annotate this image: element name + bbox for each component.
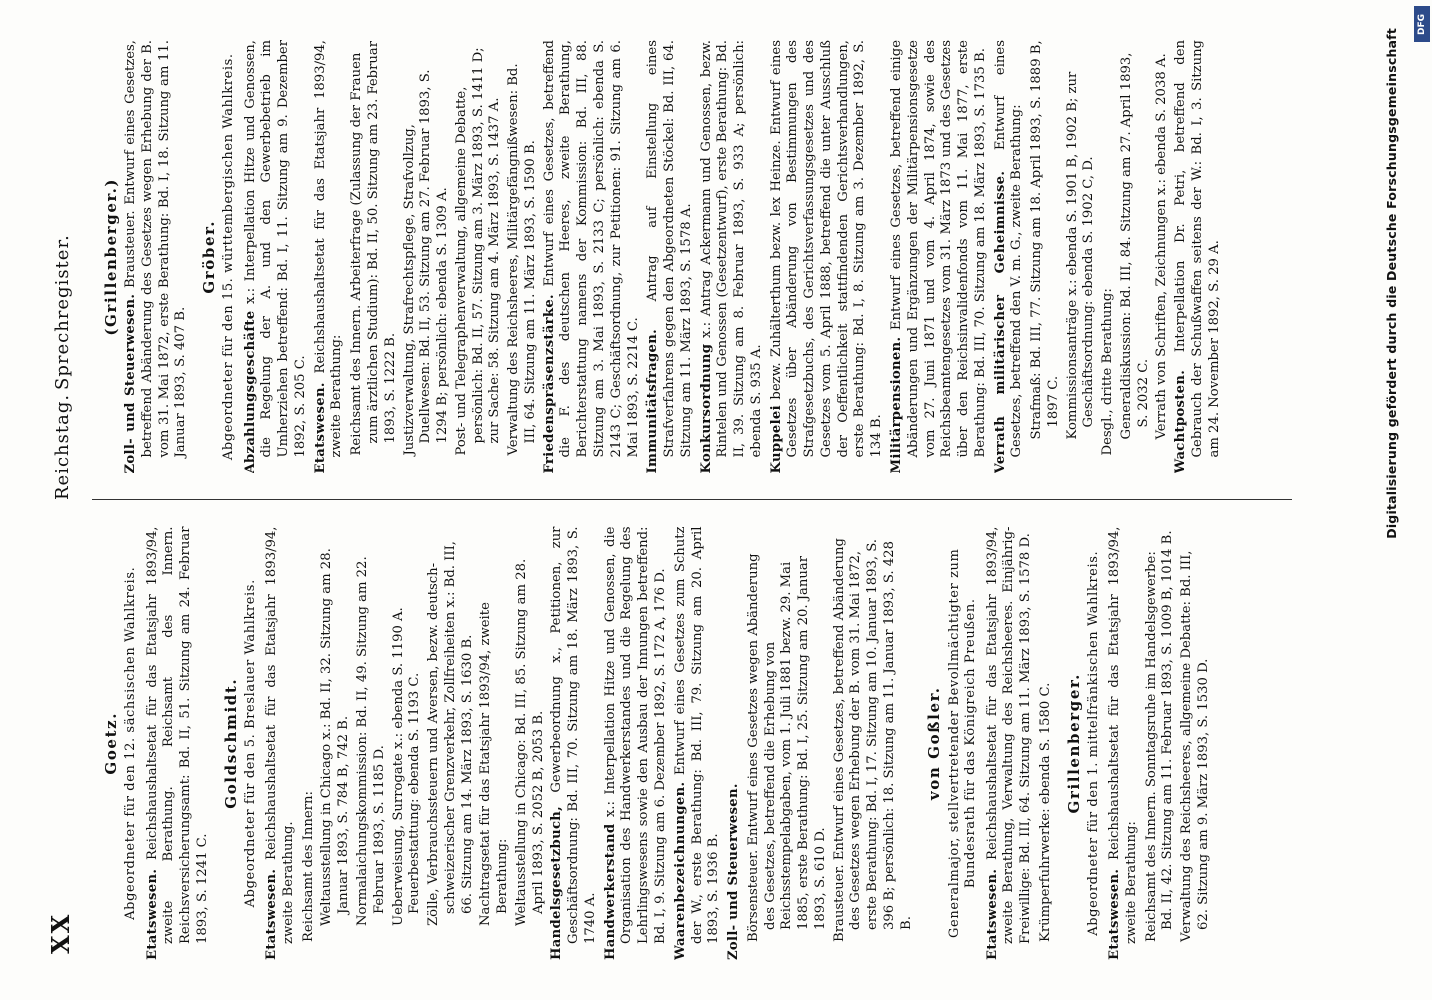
- entry-topic: Etatswesen.: [1107, 868, 1123, 960]
- entry-topic: Verrath militärischer Geheimnisse.: [992, 170, 1008, 474]
- digitization-note: Digitalisierung gefördert durch die Deutsche Forschungsgemeinschaft: [1384, 28, 1399, 539]
- register-entry: [313, 40, 347, 474]
- entry-topic: Etatswesen.: [312, 382, 328, 474]
- speaker-name: Goetz.: [102, 711, 120, 775]
- register-entry: [1173, 40, 1223, 474]
- entry-text: x.: Interpellation Hitze und Genossen, die Regelung der A. und den Gewerbebetrieb im Umherziehen betreffend: Bd. I, 11. Sitzung am 9. Dezember 1892, S. 205 C.: [242, 40, 308, 458]
- register-entry: [889, 40, 990, 474]
- register-subentry-detail: Strafmaß: Bd. III, 77. Sitzung am 18. April 1893, S. 1889 B, 1897 C.: [1029, 40, 1061, 440]
- speaker-name: von Goßler.: [925, 686, 944, 801]
- register-entry: [1107, 527, 1141, 961]
- register-subentry: Desgl., dritte Berathung:: [1100, 288, 1116, 456]
- entry-text: Reichshaushaltsetat für das Etatsjahr 1893/94, zweite Berathung:: [1107, 526, 1139, 944]
- speaker-role: Abgeordneter für den 12. sächsischen Wahlkreis.: [123, 566, 139, 920]
- register-subentry: Reichsamt des Innern. Arbeiterfrage (Zulassung der Frauen zum ärztlichen Studium): Bd. II, 50. Sitzung am 23. Februar 1893, S. 1222 B.: [349, 40, 398, 456]
- register-entry: [769, 40, 886, 474]
- register-columns: [92, 40, 1292, 960]
- register-subentry: Verwaltung des Reichsheeres, Militärgefängnißwesen: Bd. III, 64. Sitzung am 11. März 1893, S. 1590 B.: [506, 63, 538, 456]
- entry-topic: Waarenbezeichnungen.: [672, 781, 688, 960]
- entry-text: Antrag auf Einstellung eines Strafverfahrens gegen den Abgeordneten Stöckel: Bd. III, 64. Sitzung am 11. März 1893, S. 1578 A.: [645, 40, 694, 458]
- register-subentry: Reichsamt des Innern:: [300, 791, 316, 942]
- speaker-name: (Grillenberger.): [102, 177, 120, 336]
- dfg-logo-badge: DFG: [1414, 6, 1430, 42]
- entry-topic: Handelsgesetzbuch,: [549, 805, 565, 960]
- speaker-role: Abgeordneter für den 1. mittelfränkischen Wahlkreis.: [1085, 550, 1101, 936]
- entry-text: Entwurf eines Gesetzes, betreffend einige Abänderungen und Ergänzungen der Militärpensionsgesetze vom 27. Juni 1871 und vom 4. April 1874, sowie des Reichsbeamtengesetzes vom 31. März 1873 und des Gesetzes über den Reichsinvalidenfonds vom 11. Mai 1877, erste Berathung: Bd. III, 70. Sitzung am 18. März 1893, S. 1735 B.: [888, 40, 988, 458]
- register-subentry: Verwaltung des Reichsheeres, allgemeine Debatte: Bd. III, 62. Sitzung am 9. März 1893, S. 1530 D.: [1179, 550, 1211, 942]
- register-entry: [549, 527, 599, 961]
- speaker-role: Abgeordneter für den 5. Breslauer Wahlkreis.: [242, 579, 258, 908]
- entry-text: Reichshaushaltsetat für das Etatsjahr 1893/94, zweite Berathung. Reichsamt des Innern. Reichsversicherungsamt: Bd. II, 51. Sitzung am 24. Februar 1893, S. 1241 C.: [144, 526, 210, 944]
- register-entry: [985, 527, 1035, 961]
- entry-topic: Friedenspräsenzstärke.: [541, 294, 557, 474]
- register-subentry-detail: Kommissionsanträge x.: ebenda S. 1901 B, 1902 B; zur Geschäftsordnung: ebenda S. 1902 C, D.: [1064, 71, 1097, 440]
- entry-text: Entwurf eines Gesetzes, betreffend den V. m. G., zweite Berathung:: [992, 40, 1025, 458]
- entry-topic: Handwerkerstand: [602, 823, 618, 960]
- register-entry: [699, 40, 766, 474]
- speaker-name: Grillenberger.: [1064, 673, 1083, 814]
- speaker-role: Abgeordneter für den 15. württembergischen Wahlkreis.: [221, 53, 237, 461]
- entry-topic: Etatswesen.: [144, 868, 160, 960]
- left-column: [92, 527, 1292, 961]
- register-subentry: Justizverwaltung, Strafrechtspflege, Strafvollzug, Duellwesen: Bd. II, 53. Sitzung am 27. Februar 1893, S. 1294 B; persönlich: ebenda S. 1309 A.: [401, 69, 451, 456]
- entry-text: Reichshaushaltsetat für das Etatsjahr 1893/94, zweite Berathung.: [264, 526, 296, 944]
- entry-topic: Abzahlungsgeschäfte: [242, 310, 258, 474]
- register-subentry-detail: Weltausstellung in Chicago: Bd. III, 85. Sitzung am 28. April 1893, S. 2052 B, 2053 B.: [513, 558, 546, 926]
- register-subentry-detail: Zölle, Verbrauchssteuern und Aversen, bezw. deutsch-schweizerischer Grenzverkehr, Zollfreiheiten x.: Bd. III, 66. Sitzung am 14. März 1893, S. 1630 B.: [426, 541, 475, 926]
- page-number: XX: [46, 912, 75, 954]
- entry-text: Entwurf eines Gesetzes zum Schutz der W., erste Berathung: Bd. III, 79. Sitzung am 20. April 1893, S. 1936 B.: [672, 526, 722, 944]
- entry-topic: Immunitätsfragen.: [645, 329, 661, 474]
- entry-text: Entwurf eines Gesetzes, betreffend die F. des deutschen Heeres, zweite Berathung, Berichterstattung namens der Kommission: Bd. III, 88. Sitzung am 3. Mai 1893, S. 2133 C; persönlich: ebenda S. 2143 C; Geschäftsordnung, zur Petitionen: 91. Sitzung am 6. Mai 1893, S. 2214 C.: [541, 40, 641, 458]
- entry-text: x.: Interpellation Hitze und Genossen, die Organisation des Handwerkerstandes und die Regelung des Lehrlingswesens sowie den Ausbau der Innungen betreffend: Bd. I, 9. Sitzung am 6. Dezember 1892, S. 172 A, 176 D.: [602, 526, 668, 944]
- entry-topic: Zoll- und Steuerwesen.: [726, 783, 742, 960]
- entry-text: Reichshaushaltsetat für das Etatsjahr 1893/94, zweite Berathung, Verwaltung des Reichsheeres. Einjährig-Freiwillige: Bd. III, 64. Sitzung am 11. März 1893, S. 1578 D.: [984, 526, 1034, 944]
- column-divider: [92, 500, 1292, 501]
- entry-topic: Militärpensionen.: [888, 336, 904, 474]
- register-entry: [243, 40, 310, 474]
- register-subentry: Brausteuer. Entwurf eines Gesetzes, betreffend Abänderung des Gesetzes wegen Erhebung der B. vom 31. Mai 1872, erste Berathung: Bd. I, 17. Sitzung am 10. Januar 1893, S. 396 B; persönlich: 18. Sitzung am 11. Januar 1893, S. 428 B.: [831, 538, 914, 942]
- entry-text: Brausteuer. Entwurf eines Gesetzes, betreffend Abänderung des Gesetzes wegen Erhebung der B. vom 31. Mai 1872, erste Berathung: Bd. I, 18. Sitzung am 11. Januar 1893, S. 407 B.: [123, 40, 189, 458]
- entry-text: Gewerbeordnung x., Petitionen, zur Geschäftsordnung: Bd. III, 70. Sitzung am 18. März 1893, S. 1740 A.: [549, 526, 598, 944]
- entry-text: Interpellation Dr. Petri, betreffend den Gebrauch der Schußwaffen seitens der W.: Bd. I, 3. Sitzung am 24. November 1892, S. 29 A.: [1173, 40, 1222, 458]
- register-entry: [603, 527, 670, 961]
- register-entry: [264, 527, 298, 961]
- register-subentry-detail: Verrath von Schriften, Zeichnungen x.: ebenda S. 2038 A.: [1154, 53, 1170, 440]
- entry-text: Reichshaushaltsetat für das Etatsjahr 1893/94, zweite Berathung:: [312, 40, 345, 458]
- register-subentry: Krümperfuhrwerke: ebenda S. 1580 C.: [1037, 682, 1053, 942]
- right-column: [92, 40, 1292, 474]
- entry-topic: Konkursordnung: [698, 343, 714, 474]
- register-entry: [645, 40, 695, 474]
- register-subentry-detail: Generaldiskussion: Bd. III, 84. Sitzung am 27. April 1893, S. 2032 C.: [1118, 52, 1151, 440]
- running-head: [46, 40, 80, 960]
- entry-text: bezw. Zuhälterthum bezw. lex Heinze. Entwurf eines Gesetzes über Abänderung von Bestimmungen des Strafgesetzbuchs, des Gerichtsverfassungsgesetzes und des Gesetzes vom 5. April 1888, betreffend die unter Ausschluß der Oeffentlichkeit stattfindenden Gerichtsverhandlungen, erste Berathung: Bd. I, 8. Sitzung am 3. Dezember 1892, S. 134 B.: [768, 40, 885, 458]
- register-entry: [542, 40, 643, 474]
- register-entry: [123, 40, 190, 474]
- entry-topic: Kuppelei: [768, 405, 784, 474]
- speaker-name: Gröber.: [200, 219, 219, 294]
- register-entry: [726, 527, 743, 961]
- register-subentry: Post- und Telegraphenverwaltung, allgemeine Debatte, persönlich: Bd. II, 57. Sitzung am 3. März 1893, S. 1411 D; zur Sache: 58. Sitzung am 4. März 1893, S. 1437 A.: [453, 47, 503, 456]
- speaker-name: Goldschmidt.: [221, 677, 240, 809]
- entry-topic: Etatswesen.: [264, 868, 280, 960]
- register-subentry: Reichsamt des Innern. Sonntagsruhe im Handelsgewerbe: Bd. II, 42. Sitzung am 11. Februar 1893, S. 1009 B, 1014 B.: [1143, 530, 1176, 942]
- register-subentry-detail: Ueberweisung, Surrogate x.: ebenda S. 1190 A. Feuerbestattung: ebenda S. 1193 C.: [390, 607, 423, 926]
- register-subentry-detail: Normalaichungskommission: Bd. II, 49. Sitzung am 22. Februar 1893, S. 1185 D.: [354, 556, 387, 926]
- running-head-left: Reichstag.: [52, 393, 73, 500]
- entry-text: x.: Antrag Ackermann und Genossen, bezw. Rintelen und Genossen (Gesetzentwurf), erste Berathung: Bd. II, 39. Sitzung am 8. Februar 1893, S. 933 A; persönlich: ebenda S. 935 A.: [698, 40, 764, 458]
- speaker-role: Generalmajor, stellvertretender Bevollmächtigter zum Bundesrath für das Königreich Preußen.: [946, 548, 979, 938]
- register-entry: [993, 40, 1027, 474]
- register-subentry-detail: Weltausstellung in Chicago x.: Bd. II, 32. Sitzung am 28. Januar 1893, S. 784 B, 742 B.: [319, 548, 352, 926]
- entry-topic: Wachtposten.: [1173, 369, 1189, 474]
- running-head-right: Sprechregister.: [52, 234, 73, 390]
- register-subentry-detail: Nachtragsetat für das Etatsjahr 1893/94, zweite Berathung:: [478, 602, 511, 926]
- entry-topic: Zoll- und Steuerwesen.: [123, 293, 139, 474]
- entry-topic: Etatswesen.: [984, 868, 1000, 960]
- register-subentry: Börsensteuer. Entwurf eines Gesetzes wegen Abänderung des Gesetzes, betreffend die Erhebung von Reichsstempelabgaben, vom 1. Juli 1881 bezw. 29. Mai 1885, erste Berathung: Bd. I, 25. Sitzung am 20. Januar 1893, S. 610 D.: [745, 553, 828, 942]
- register-entry: [673, 527, 723, 961]
- register-entry: [145, 527, 212, 961]
